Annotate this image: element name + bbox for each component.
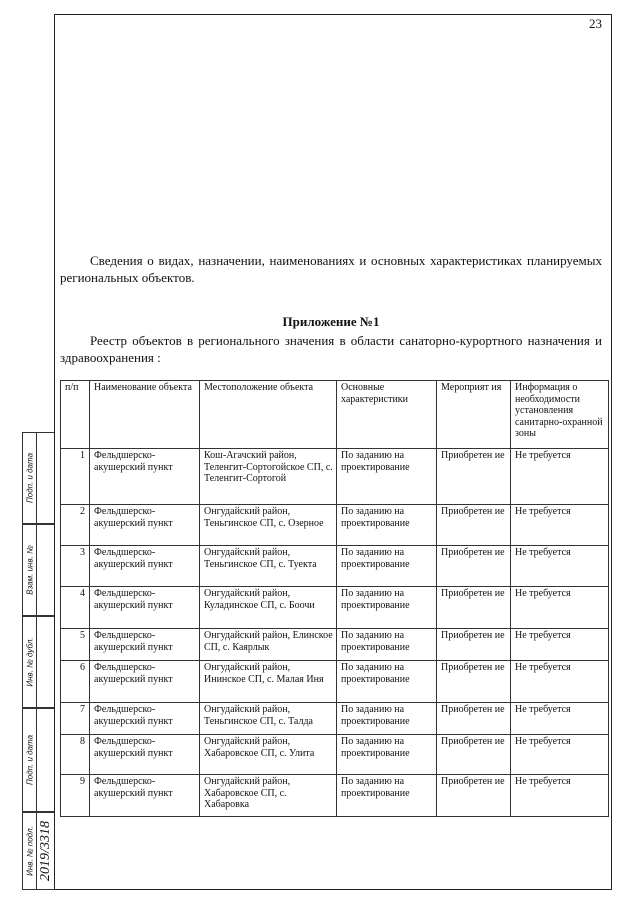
row-sanitary-zone: Не требуется — [511, 735, 609, 775]
row-measures: Приобретен ие — [437, 505, 511, 546]
page-number: 23 — [589, 16, 602, 31]
row-name: Фельдшерско-акушерский пункт — [90, 505, 200, 546]
row-characteristics: По заданию на проектирование — [337, 629, 437, 661]
row-measures: Приобретен ие — [437, 629, 511, 661]
row-sanitary-zone: Не требуется — [511, 661, 609, 703]
stamp-label-replaced-inv: Взам. инв. № — [25, 545, 34, 595]
row-name: Фельдшерско-акушерский пункт — [90, 661, 200, 703]
stamp-cell-original-inv — [22, 812, 54, 890]
row-location: Онгудайский район, Теньгинское СП, с. Талда — [200, 703, 337, 735]
row-characteristics: По заданию на проектирование — [337, 703, 437, 735]
stamp-cell-replaced-inv — [22, 524, 54, 616]
row-characteristics: По заданию на проектирование — [337, 735, 437, 775]
stamp-label-sign-date: Подп. и дата — [25, 452, 34, 504]
row-sanitary-zone: Не требуется — [511, 703, 609, 735]
row-measures: Приобретен ие — [437, 661, 511, 703]
row-number: 3 — [61, 546, 90, 587]
row-measures: Приобретен ие — [437, 546, 511, 587]
row-number: 4 — [61, 587, 90, 629]
row-location: Онгудайский район, Куладинское СП, с. Боочи — [200, 587, 337, 629]
row-location: Онгудайский район, Теньгинское СП, с. Туекта — [200, 546, 337, 587]
row-measures: Приобретен ие — [437, 775, 511, 817]
header-cell-name: Наименование объекта — [90, 381, 200, 449]
row-measures: Приобретен ие — [437, 587, 511, 629]
row-characteristics: По заданию на проектирование — [337, 775, 437, 817]
table-row — [61, 546, 609, 587]
row-location: Онгудайский район, Елинское СП, с. Каярлык — [200, 629, 337, 661]
stamp-cell-dup-inv — [22, 616, 54, 708]
row-sanitary-zone: Не требуется — [511, 546, 609, 587]
row-characteristics: По заданию на проектирование — [337, 505, 437, 546]
appendix-title: Приложение №1 — [282, 314, 380, 329]
row-sanitary-zone: Не требуется — [511, 505, 609, 546]
stamp-label-dup-inv: Инв. № дубл. — [25, 637, 34, 687]
row-sanitary-zone: Не требуется — [511, 775, 609, 817]
stamp-label-sign-date-2: Подп. и дата — [25, 734, 34, 786]
row-measures: Приобретен ие — [437, 449, 511, 505]
table-row — [61, 775, 609, 817]
row-measures: Приобретен ие — [437, 703, 511, 735]
row-number: 1 — [61, 449, 90, 505]
table-row — [61, 735, 609, 775]
title-block-stamp — [22, 432, 54, 890]
registry-paragraph: Реестр объектов в регионального значения в области санаторно-курортного назначения и здравоохранения : — [60, 333, 602, 365]
row-location: Онгудайский район, Теньгинское СП, с. Озерное — [200, 505, 337, 546]
stamp-label-original-inv: Инв. № подл. — [25, 826, 34, 876]
table-row — [61, 449, 609, 505]
row-name: Фельдшерско-акушерский пункт — [90, 546, 200, 587]
row-characteristics: По заданию на проектирование — [337, 546, 437, 587]
table-header-row — [61, 381, 609, 449]
row-number: 6 — [61, 661, 90, 703]
table-row — [61, 505, 609, 546]
row-location: Онгудайский район, Ининское СП, с. Малая Иня — [200, 661, 337, 703]
stamp-value-original-inv: 2019/3318 — [38, 821, 53, 881]
row-number: 2 — [61, 505, 90, 546]
header-cell-number: п/п — [61, 381, 90, 449]
row-measures: Приобретен ие — [437, 735, 511, 775]
row-location: Онгудайский район, Хабаровское СП, с. Улита — [200, 735, 337, 775]
stamp-cell-sign-date-2 — [22, 708, 54, 812]
row-number: 9 — [61, 775, 90, 817]
stamp-cell-sign-date — [22, 432, 54, 524]
row-characteristics: По заданию на проектирование — [337, 661, 437, 703]
row-number: 8 — [61, 735, 90, 775]
row-sanitary-zone: Не требуется — [511, 629, 609, 661]
table-row — [61, 703, 609, 735]
row-location: Онгудайский район, Хабаровское СП, с. Хабаровка — [200, 775, 337, 817]
table-row — [61, 587, 609, 629]
row-number: 5 — [61, 629, 90, 661]
objects-table — [60, 380, 609, 817]
row-location: Кош-Агачский район, Теленгит-Сортогойское СП, с. Теленгит-Сортогой — [200, 449, 337, 505]
row-name: Фельдшерско-акушерский пункт — [90, 775, 200, 817]
row-sanitary-zone: Не требуется — [511, 587, 609, 629]
intro-paragraph: Сведения о видах, назначении, наименованиях и основных характеристиках планируемых региональных объектов. — [60, 253, 602, 285]
header-cell-location: Местоположение объекта — [200, 381, 337, 449]
row-name: Фельдшерско-акушерский пункт — [90, 587, 200, 629]
table-row — [61, 661, 609, 703]
row-name: Фельдшерско-акушерский пункт — [90, 735, 200, 775]
header-cell-characteristics: Основные характеристики — [337, 381, 437, 449]
header-cell-measures: Мероприят ия — [437, 381, 511, 449]
row-name: Фельдшерско-акушерский пункт — [90, 449, 200, 505]
row-sanitary-zone: Не требуется — [511, 449, 609, 505]
row-number: 7 — [61, 703, 90, 735]
row-name: Фельдшерско-акушерский пункт — [90, 703, 200, 735]
row-characteristics: По заданию на проектирование — [337, 587, 437, 629]
row-characteristics: По заданию на проектирование — [337, 449, 437, 505]
header-cell-sanitary-zone: Информация о необходимости установления санитарно-охранной зоны — [511, 381, 609, 449]
table-row — [61, 629, 609, 661]
row-name: Фельдшерско-акушерский пункт — [90, 629, 200, 661]
